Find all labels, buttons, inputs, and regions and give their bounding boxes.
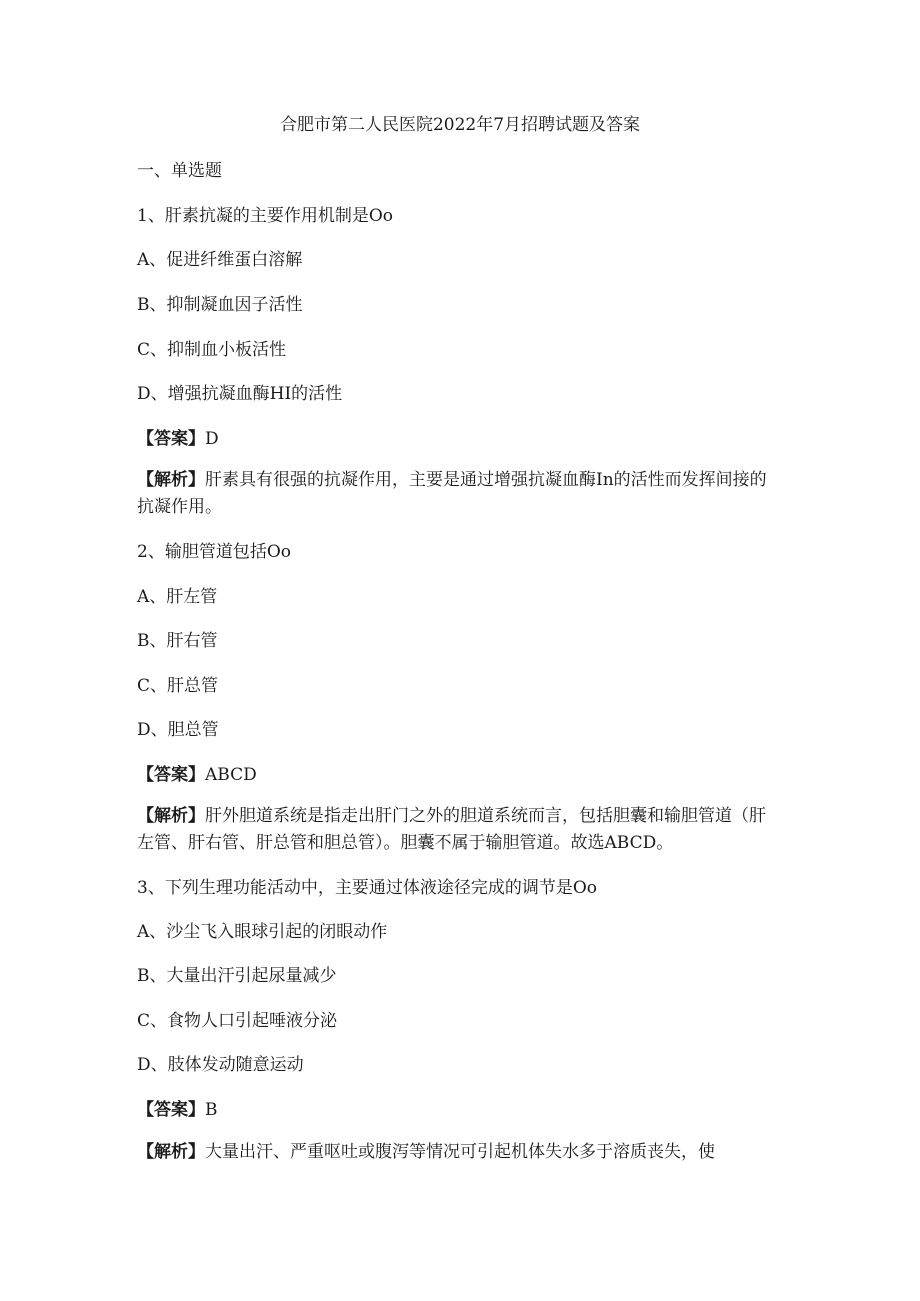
section-heading: 一、单选题 — [137, 161, 222, 181]
question-3-stem: 3、下列生理功能活动中，主要通过体液途径完成的调节是Oo — [137, 878, 597, 898]
question-1-option-d: D、增强抗凝血酶HI的活性 — [137, 384, 343, 404]
question-1-analysis — [137, 467, 777, 521]
question-2-option-d: D、胆总管 — [137, 720, 219, 740]
answer-label: 【答案】 — [137, 429, 205, 449]
question-2-option-c: C、肝总管 — [137, 676, 219, 696]
answer-label: 【答案】 — [137, 765, 205, 785]
question-2-stem: 2、输胆管道包括Oo — [137, 542, 291, 562]
analysis-text: 大量出汗、严重呕吐或腹泻等情况可引起机体失水多于溶质丧失，使 — [205, 1142, 715, 1162]
analysis-label: 【解析】 — [137, 806, 205, 826]
question-3-answer — [137, 1099, 218, 1121]
question-2-analysis — [137, 803, 777, 857]
question-1-option-b: B、抑制凝血因子活性 — [137, 295, 303, 315]
answer-value: D — [205, 429, 219, 449]
analysis-text: 肝外胆道系统是指走出肝门之外的胆道系统而言，包括胆囊和输胆管道（肝左管、肝右管、肝总管和胆总管）。胆囊不属于输胆管道。故选ABCD。 — [137, 806, 766, 853]
document-title: 合肥市第二人民医院2022年7月招聘试题及答案 — [279, 115, 641, 135]
analysis-label: 【解析】 — [137, 1142, 205, 1162]
question-2-answer — [137, 764, 257, 786]
question-1-stem: 1、肝素抗凝的主要作用机制是Oo — [137, 206, 393, 226]
question-2-option-a: A、肝左管 — [137, 587, 218, 607]
question-1-answer — [137, 428, 219, 450]
question-1-option-c: C、抑制血小板活性 — [137, 340, 287, 360]
question-3-option-c: C、食物人口引起唾液分泌 — [137, 1011, 338, 1031]
question-3-option-b: B、大量出汗引起尿量减少 — [137, 966, 337, 986]
answer-value: B — [205, 1100, 218, 1120]
question-1-option-a: A、促进纤维蛋白溶解 — [137, 250, 303, 270]
question-3-analysis — [137, 1139, 777, 1166]
question-3-option-d: D、肢体发动随意运动 — [137, 1055, 304, 1075]
answer-value: ABCD — [205, 765, 257, 785]
answer-label: 【答案】 — [137, 1100, 205, 1120]
analysis-text: 肝素具有很强的抗凝作用，主要是通过增强抗凝血酶In的活性而发挥间接的抗凝作用。 — [137, 470, 767, 517]
analysis-label: 【解析】 — [137, 470, 205, 490]
question-3-option-a: A、沙尘飞入眼球引起的闭眼动作 — [137, 922, 388, 942]
question-2-option-b: B、肝右管 — [137, 631, 218, 651]
